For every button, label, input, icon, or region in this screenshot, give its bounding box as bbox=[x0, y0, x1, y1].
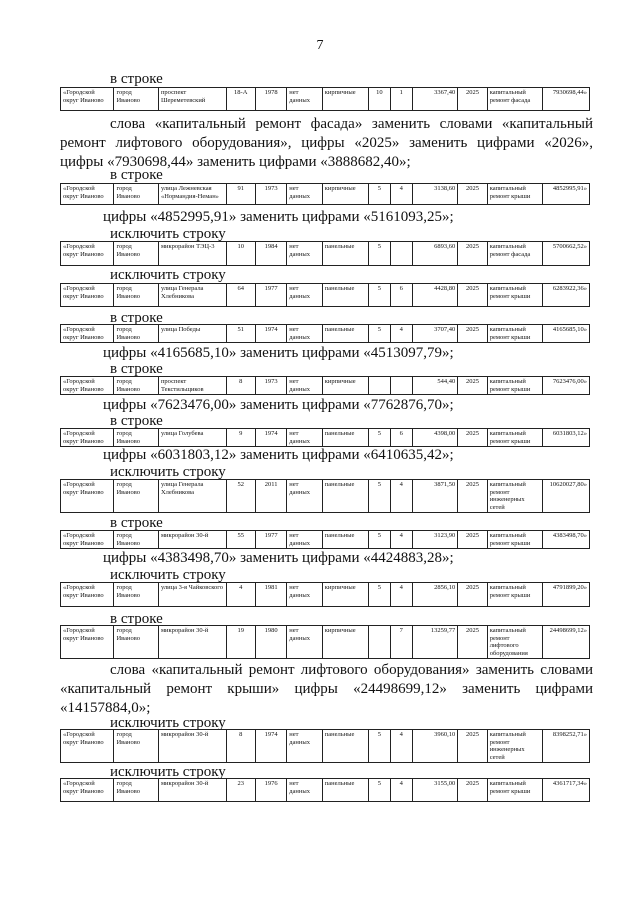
municipality-cell: «Городской округ Иваново bbox=[61, 242, 114, 266]
area-cell: 544,40 bbox=[412, 377, 457, 395]
municipality-cell: «Городской округ Иваново bbox=[61, 88, 114, 111]
label-isklyuchit-stroku: исключить строку bbox=[110, 267, 226, 283]
instruction-text: цифры «7930698,44» заменить цифрами «3888682,40»; bbox=[60, 154, 411, 170]
plan-year-cell: 2025 bbox=[458, 242, 487, 266]
work-type-cell: капитальный ремонт крыши bbox=[487, 325, 542, 343]
year-renovated-cell: нет данных bbox=[287, 531, 323, 549]
work-type-cell: капитальный ремонт крыши bbox=[487, 284, 542, 307]
table-row bbox=[60, 625, 590, 659]
instruction-text: слова «капитальный ремонт лифтового оборудования» заменить словами bbox=[110, 662, 593, 678]
settlement-cell: город Иваново bbox=[114, 242, 158, 266]
table-row-cells bbox=[61, 779, 590, 802]
settlement-cell: город Иваново bbox=[114, 184, 158, 205]
municipality-cell: «Городской округ Иваново bbox=[61, 779, 114, 802]
plan-year-cell: 2025 bbox=[458, 88, 487, 111]
settlement-cell: город Иваново bbox=[114, 429, 158, 447]
table-row-cells bbox=[61, 284, 590, 307]
area-cell: 4428,80 bbox=[412, 284, 457, 307]
work-type-cell: капитальный ремонт крыши bbox=[487, 779, 542, 802]
table-row bbox=[60, 283, 590, 307]
year-built-cell: 1973 bbox=[255, 184, 286, 205]
house-number-cell: 64 bbox=[226, 284, 255, 307]
table-row-cells bbox=[61, 730, 590, 763]
year-renovated-cell: нет данных bbox=[287, 730, 323, 763]
label-v-stroke: в строке bbox=[110, 71, 163, 87]
wall-material-cell: панельные bbox=[322, 531, 368, 549]
entrances-cell: 4 bbox=[390, 480, 412, 513]
settlement-cell: город Иваново bbox=[114, 730, 158, 763]
wall-material-cell: панельные bbox=[322, 325, 368, 343]
table-row bbox=[60, 183, 590, 205]
entrances-cell bbox=[390, 242, 412, 266]
work-type-cell: капитальный ремонт крыши bbox=[487, 377, 542, 395]
street-cell: улица Лежневская «Нормандия-Неман» bbox=[158, 184, 226, 205]
work-type-cell: капитальный ремонт крыши bbox=[487, 184, 542, 205]
wall-material-cell: кирпичные bbox=[322, 583, 368, 607]
floors-cell: 5 bbox=[369, 242, 390, 266]
street-cell: микрорайон 30-й bbox=[158, 779, 226, 802]
cost-cell: 8398252,71» bbox=[543, 730, 590, 763]
floors-cell: 10 bbox=[369, 88, 390, 111]
table-row-cells bbox=[61, 480, 590, 513]
year-renovated-cell: нет данных bbox=[287, 325, 323, 343]
floors-cell: 5 bbox=[369, 583, 390, 607]
table-row-cells bbox=[61, 184, 590, 205]
plan-year-cell: 2025 bbox=[458, 583, 487, 607]
label-v-stroke: в строке bbox=[110, 515, 163, 531]
instruction-text: цифры «4165685,10» заменить цифрами «4513097,79»; bbox=[103, 345, 454, 361]
house-number-cell: 9 bbox=[226, 429, 255, 447]
entrances-cell: 4 bbox=[390, 531, 412, 549]
cost-cell: 6031803,12» bbox=[543, 429, 590, 447]
street-cell: микрорайон ТЭЦ-3 bbox=[158, 242, 226, 266]
settlement-cell: город Иваново bbox=[114, 583, 158, 607]
table-row bbox=[60, 428, 590, 447]
wall-material-cell: кирпичные bbox=[322, 626, 368, 659]
table-row bbox=[60, 778, 590, 802]
cost-cell: 6283922,36» bbox=[543, 284, 590, 307]
entrances-cell: 1 bbox=[390, 88, 412, 111]
wall-material-cell: кирпичные bbox=[322, 88, 368, 111]
table-row bbox=[60, 582, 590, 607]
plan-year-cell: 2025 bbox=[458, 480, 487, 513]
plan-year-cell: 2025 bbox=[458, 184, 487, 205]
entrances-cell: 4 bbox=[390, 184, 412, 205]
floors-cell: 5 bbox=[369, 730, 390, 763]
street-cell: улица Генерала Хлебникова bbox=[158, 480, 226, 513]
instruction-text: слова «капитальный ремонт фасада» заменить словами «капитальный bbox=[110, 116, 593, 132]
floors-cell: 5 bbox=[369, 284, 390, 307]
area-cell: 4398,00 bbox=[412, 429, 457, 447]
entrances-cell: 7 bbox=[390, 626, 412, 659]
work-type-cell: капитальный ремонт лифтового оборудования bbox=[487, 626, 542, 659]
entrances-cell: 4 bbox=[390, 583, 412, 607]
house-number-cell: 8 bbox=[226, 377, 255, 395]
floors-cell: 5 bbox=[369, 531, 390, 549]
street-cell: проспект Шереметевский bbox=[158, 88, 226, 111]
cost-cell: 4791899,20» bbox=[543, 583, 590, 607]
wall-material-cell: кирпичные bbox=[322, 377, 368, 395]
municipality-cell: «Городской округ Иваново bbox=[61, 583, 114, 607]
year-renovated-cell: нет данных bbox=[287, 284, 323, 307]
instruction-text: ремонт лифтового оборудования», цифры «2025» заменить цифрами «2026», bbox=[60, 135, 593, 151]
plan-year-cell: 2025 bbox=[458, 429, 487, 447]
area-cell: 3138,60 bbox=[412, 184, 457, 205]
wall-material-cell: кирпичные bbox=[322, 184, 368, 205]
year-renovated-cell: нет данных bbox=[287, 242, 323, 266]
municipality-cell: «Городской округ Иваново bbox=[61, 730, 114, 763]
year-built-cell: 1977 bbox=[255, 531, 286, 549]
year-built-cell: 1973 bbox=[255, 377, 286, 395]
wall-material-cell: панельные bbox=[322, 730, 368, 763]
floors-cell: 5 bbox=[369, 325, 390, 343]
table-row bbox=[60, 87, 590, 111]
area-cell: 3960,10 bbox=[412, 730, 457, 763]
wall-material-cell: панельные bbox=[322, 242, 368, 266]
plan-year-cell: 2025 bbox=[458, 284, 487, 307]
settlement-cell: город Иваново bbox=[114, 88, 158, 111]
floors-cell: 5 bbox=[369, 480, 390, 513]
floors-cell bbox=[369, 626, 390, 659]
street-cell: микрорайон 30-й bbox=[158, 626, 226, 659]
plan-year-cell: 2025 bbox=[458, 626, 487, 659]
cost-cell: 4361717,34» bbox=[543, 779, 590, 802]
plan-year-cell: 2025 bbox=[458, 377, 487, 395]
label-isklyuchit-stroku: исключить строку bbox=[110, 464, 226, 480]
settlement-cell: город Иваново bbox=[114, 284, 158, 307]
table-row bbox=[60, 530, 590, 549]
label-isklyuchit-stroku: исключить строку bbox=[110, 567, 226, 583]
plan-year-cell: 2025 bbox=[458, 325, 487, 343]
cost-cell: 4383498,70» bbox=[543, 531, 590, 549]
street-cell: улица 3-я Чайковского bbox=[158, 583, 226, 607]
label-v-stroke: в строке bbox=[110, 167, 163, 183]
cost-cell: 4165685,10» bbox=[543, 325, 590, 343]
floors-cell: 5 bbox=[369, 779, 390, 802]
instruction-text: цифры «6031803,12» заменить цифрами «6410635,42»; bbox=[103, 447, 454, 463]
settlement-cell: город Иваново bbox=[114, 531, 158, 549]
municipality-cell: «Городской округ Иваново bbox=[61, 184, 114, 205]
wall-material-cell: панельные bbox=[322, 779, 368, 802]
year-built-cell: 1981 bbox=[255, 583, 286, 607]
year-built-cell: 1980 bbox=[255, 626, 286, 659]
page-number: 7 bbox=[316, 38, 324, 53]
label-isklyuchit-stroku: исключить строку bbox=[110, 715, 226, 731]
area-cell: 6893,60 bbox=[412, 242, 457, 266]
floors-cell: 5 bbox=[369, 429, 390, 447]
municipality-cell: «Городской округ Иваново bbox=[61, 531, 114, 549]
year-built-cell: 1974 bbox=[255, 429, 286, 447]
table-row bbox=[60, 376, 590, 395]
year-renovated-cell: нет данных bbox=[287, 626, 323, 659]
cost-cell: 5700662,52» bbox=[543, 242, 590, 266]
settlement-cell: город Иваново bbox=[114, 377, 158, 395]
work-type-cell: капитальный ремонт фасада bbox=[487, 242, 542, 266]
cost-cell: 7930698,44» bbox=[543, 88, 590, 111]
plan-year-cell: 2025 bbox=[458, 531, 487, 549]
label-v-stroke: в строке bbox=[110, 361, 163, 377]
house-number-cell: 91 bbox=[226, 184, 255, 205]
year-built-cell: 1978 bbox=[255, 88, 286, 111]
area-cell: 13259,77 bbox=[412, 626, 457, 659]
house-number-cell: 52 bbox=[226, 480, 255, 513]
plan-year-cell: 2025 bbox=[458, 730, 487, 763]
area-cell: 3155,00 bbox=[412, 779, 457, 802]
instruction-text: цифры «7623476,00» заменить цифрами «7762876,70»; bbox=[103, 397, 454, 413]
work-type-cell: капитальный ремонт инженерных сетей bbox=[487, 480, 542, 513]
work-type-cell: капитальный ремонт крыши bbox=[487, 583, 542, 607]
entrances-cell: 4 bbox=[390, 325, 412, 343]
street-cell: микрорайон 30-й bbox=[158, 531, 226, 549]
year-built-cell: 1984 bbox=[255, 242, 286, 266]
instruction-text: «14157884,0»; bbox=[60, 700, 151, 716]
settlement-cell: город Иваново bbox=[114, 480, 158, 513]
table-row bbox=[60, 479, 590, 513]
instruction-text: цифры «4852995,91» заменить цифрами «5161093,25»; bbox=[103, 209, 454, 225]
floors-cell bbox=[369, 377, 390, 395]
wall-material-cell: панельные bbox=[322, 480, 368, 513]
table-row-cells bbox=[61, 325, 590, 343]
label-v-stroke: в строке bbox=[110, 310, 163, 326]
table-row-cells bbox=[61, 377, 590, 395]
table-row-cells bbox=[61, 583, 590, 607]
table-row bbox=[60, 241, 590, 266]
area-cell: 3871,50 bbox=[412, 480, 457, 513]
label-isklyuchit-stroku: исключить строку bbox=[110, 764, 226, 780]
area-cell: 2856,10 bbox=[412, 583, 457, 607]
house-number-cell: 55 bbox=[226, 531, 255, 549]
area-cell: 3123,90 bbox=[412, 531, 457, 549]
table-row-cells bbox=[61, 626, 590, 659]
instruction-text: цифры «4383498,70» заменить цифрами «4424883,28»; bbox=[103, 550, 454, 566]
entrances-cell: 6 bbox=[390, 284, 412, 307]
street-cell: проспект Текстильщиков bbox=[158, 377, 226, 395]
municipality-cell: «Городской округ Иваново bbox=[61, 429, 114, 447]
settlement-cell: город Иваново bbox=[114, 779, 158, 802]
work-type-cell: капитальный ремонт инженерных сетей bbox=[487, 730, 542, 763]
street-cell: улица Победы bbox=[158, 325, 226, 343]
settlement-cell: город Иваново bbox=[114, 325, 158, 343]
entrances-cell: 6 bbox=[390, 429, 412, 447]
instruction-text: «капитальный ремонт крыши» цифры «24498699,12» заменить цифрами bbox=[60, 681, 593, 697]
cost-cell: 24498699,12» bbox=[543, 626, 590, 659]
label-v-stroke: в строке bbox=[110, 413, 163, 429]
year-built-cell: 1974 bbox=[255, 325, 286, 343]
street-cell: микрорайон 30-й bbox=[158, 730, 226, 763]
year-renovated-cell: нет данных bbox=[287, 779, 323, 802]
wall-material-cell: панельные bbox=[322, 284, 368, 307]
year-built-cell: 1976 bbox=[255, 779, 286, 802]
house-number-cell: 23 bbox=[226, 779, 255, 802]
municipality-cell: «Городской округ Иваново bbox=[61, 480, 114, 513]
plan-year-cell: 2025 bbox=[458, 779, 487, 802]
year-built-cell: 1977 bbox=[255, 284, 286, 307]
house-number-cell: 51 bbox=[226, 325, 255, 343]
table-row bbox=[60, 729, 590, 763]
work-type-cell: капитальный ремонт фасада bbox=[487, 88, 542, 111]
street-cell: улица Генерала Хлебникова bbox=[158, 284, 226, 307]
area-cell: 3367,40 bbox=[412, 88, 457, 111]
table-row-cells bbox=[61, 88, 590, 111]
cost-cell: 4852995,91» bbox=[543, 184, 590, 205]
year-renovated-cell: нет данных bbox=[287, 88, 323, 111]
work-type-cell: капитальный ремонт крыши bbox=[487, 429, 542, 447]
municipality-cell: «Городской округ Иваново bbox=[61, 284, 114, 307]
house-number-cell: 19 bbox=[226, 626, 255, 659]
label-v-stroke: в строке bbox=[110, 611, 163, 627]
settlement-cell: город Иваново bbox=[114, 626, 158, 659]
year-built-cell: 1974 bbox=[255, 730, 286, 763]
year-built-cell: 2011 bbox=[255, 480, 286, 513]
year-renovated-cell: нет данных bbox=[287, 184, 323, 205]
entrances-cell: 4 bbox=[390, 730, 412, 763]
cost-cell: 7623476,00» bbox=[543, 377, 590, 395]
entrances-cell bbox=[390, 377, 412, 395]
house-number-cell: 10 bbox=[226, 242, 255, 266]
year-renovated-cell: нет данных bbox=[287, 377, 323, 395]
table-row bbox=[60, 324, 590, 343]
year-renovated-cell: нет данных bbox=[287, 429, 323, 447]
entrances-cell: 4 bbox=[390, 779, 412, 802]
cost-cell: 10620027,80» bbox=[543, 480, 590, 513]
year-renovated-cell: нет данных bbox=[287, 480, 323, 513]
municipality-cell: «Городской округ Иваново bbox=[61, 377, 114, 395]
label-isklyuchit-stroku: исключить строку bbox=[110, 226, 226, 242]
floors-cell: 5 bbox=[369, 184, 390, 205]
area-cell: 3707,40 bbox=[412, 325, 457, 343]
year-renovated-cell: нет данных bbox=[287, 583, 323, 607]
work-type-cell: капитальный ремонт крыши bbox=[487, 531, 542, 549]
house-number-cell: 4 bbox=[226, 583, 255, 607]
table-row-cells bbox=[61, 429, 590, 447]
house-number-cell: 18-А bbox=[226, 88, 255, 111]
municipality-cell: «Городской округ Иваново bbox=[61, 325, 114, 343]
table-row-cells bbox=[61, 531, 590, 549]
table-row-cells bbox=[61, 242, 590, 266]
wall-material-cell: панельные bbox=[322, 429, 368, 447]
street-cell: улица Голубева bbox=[158, 429, 226, 447]
house-number-cell: 8 bbox=[226, 730, 255, 763]
municipality-cell: «Городской округ Иваново bbox=[61, 626, 114, 659]
